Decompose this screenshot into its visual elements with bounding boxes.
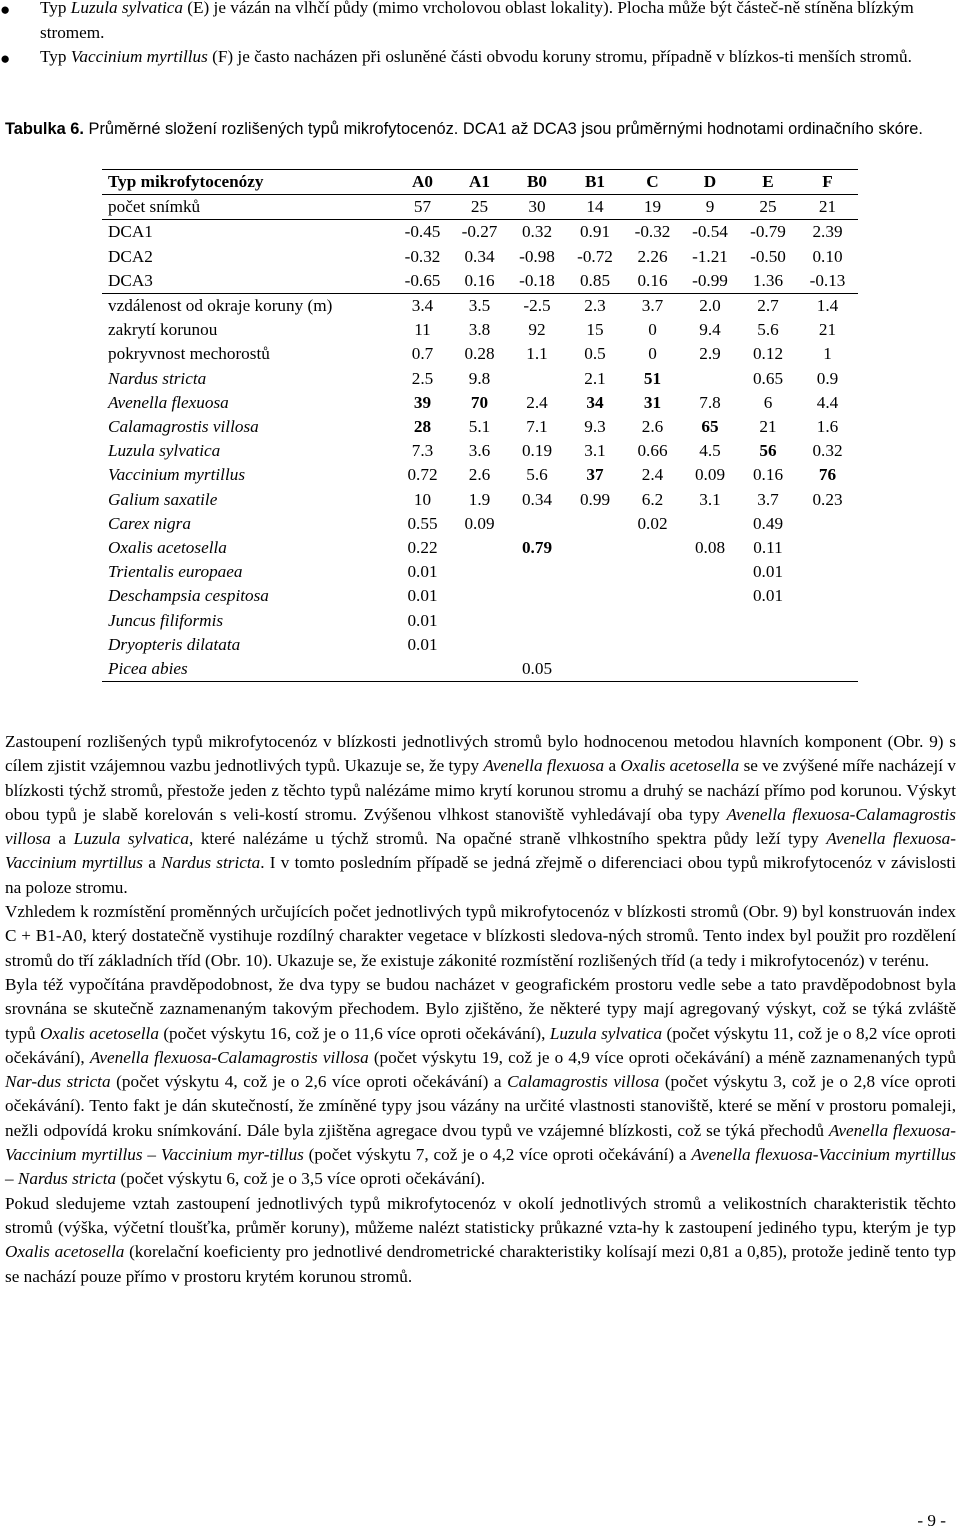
table-row (102, 633, 858, 657)
table-cell: 25 (739, 195, 797, 220)
text-run: Typ (40, 0, 71, 17)
row-label: vzdálenost od okraje koruny (m) (108, 296, 333, 316)
table-cell (797, 657, 858, 682)
table-cell: -0.50 (750, 246, 786, 266)
table-cell (739, 439, 797, 463)
bold-value: 65 (701, 417, 719, 437)
table-cell: 1.4 (816, 296, 839, 316)
bullet-icon: ● (0, 0, 11, 19)
table-cell: 0.09 (694, 465, 726, 485)
column-header: E (739, 170, 797, 195)
italic-term: Avenella flexuosa-Calamagrostis villosa (89, 1047, 369, 1067)
bold-value: 76 (818, 465, 837, 485)
column-header: Typ mikrofytocenózy (102, 170, 394, 195)
bold-value: 51 (643, 368, 662, 388)
table-row (102, 220, 858, 245)
table-cell: -0.13 (797, 269, 858, 294)
table-cell: 0.16 (451, 269, 508, 294)
bold-value: 31 (643, 392, 662, 412)
table-cell (681, 560, 739, 584)
table-row (102, 609, 858, 633)
paragraph (5, 1192, 956, 1289)
table-cell: 9.3 (584, 417, 606, 437)
table-cell: 11 (414, 320, 431, 340)
table-cell (681, 367, 739, 391)
italic-term: Avenella flexuosa-Vaccinium myrtillus – Vaccinium myr-tillus (5, 1120, 956, 1165)
table-cell: 0.01 (407, 634, 438, 654)
table-row (102, 512, 858, 536)
table-cell (624, 657, 681, 682)
table-cell: 3.4 (411, 296, 434, 316)
table-cell: 21 (797, 195, 858, 220)
table-cell (739, 633, 797, 657)
table-cell (624, 584, 681, 608)
table-cell (566, 633, 624, 657)
table-cell: -1.21 (692, 246, 728, 266)
table-cell: 0.7 (411, 344, 434, 364)
row-label: Calamagrostis villosa (108, 417, 259, 437)
italic-term: Avenella flexuosa-Vaccinium myrtillus – Nardus stricta (5, 1145, 956, 1189)
table-row (102, 195, 858, 220)
text-run: (počet výskytu 3, což je o 2,8 více oproti očekávání). Tento fakt je dán skutečností, že zmíněné typy jsou vázány na určité vlastnosti stanoviště, které se mění v prostoru pomaleji, nežli odpovídá kroku snímkování. Dále byla zjištěna agregace dvou typů ve vzájemné blízkosti, což se týká přechodů (5, 1072, 956, 1140)
table-row (102, 391, 858, 415)
table-cell (451, 633, 508, 657)
italic-term: Avenella flexuosa-Calamagrostis villosa (5, 804, 956, 849)
table-cell (797, 512, 858, 536)
table-cell (566, 536, 624, 560)
table-cell: 0.16 (624, 269, 681, 294)
table-cell: 0.85 (566, 269, 624, 294)
table-cell (681, 657, 739, 682)
table-row (102, 318, 858, 342)
table-cell (624, 609, 681, 633)
text-run: a (604, 756, 621, 776)
paragraph (5, 900, 956, 973)
italic-term: Avenella flexuosa (483, 756, 605, 776)
text-run: Zastoupení rozlišených typů mikrofytocenóz v blízkosti jednotlivých stromů bylo hodnocenou metodou hlavních komponent (Obr. 9) s cílem zjistit vzájemnou vazbu jednotlivých typů. Ukazuje se, že typy (5, 732, 956, 776)
italic-term: Avenella flexuosa-Vaccinium myrtillus (5, 829, 956, 873)
caption-label: Tabulka 6. (5, 120, 84, 138)
bullet-list (0, 0, 940, 70)
bullet-item (0, 45, 940, 70)
table-cell: 30 (508, 195, 566, 220)
table-cell: 2.3 (584, 296, 606, 316)
column-header: D (681, 170, 739, 195)
italic-term: Luzula sylvatica (70, 0, 183, 17)
table-cell: -0.27 (461, 222, 498, 242)
table-row (102, 294, 858, 319)
table-cell: 15 (586, 320, 604, 340)
table-cell: -0.32 (634, 222, 671, 242)
text-run: (počet výskytu 4, což je o 2,6 více oproti očekávání) a (110, 1072, 508, 1092)
table-cell (508, 512, 566, 536)
table-cell: -0.54 (692, 222, 728, 242)
table-cell: 0.5 (584, 344, 606, 364)
table-cell: 0.11 (753, 538, 783, 558)
table-cell: 0.49 (752, 513, 784, 533)
table-cell: 9 (681, 195, 739, 220)
table-cell: -0.98 (519, 246, 555, 266)
table-cell: 0 (648, 344, 657, 364)
table-cell: 0.32 (812, 441, 843, 461)
table-cell: 7.1 (526, 417, 548, 437)
table-cell (508, 609, 566, 633)
table-row (102, 415, 858, 439)
table-row (102, 584, 858, 608)
column-header: B1 (566, 170, 624, 195)
table-cell: 0.08 (694, 538, 726, 558)
table-row (102, 439, 858, 463)
table-cell: 0.65 (752, 368, 784, 388)
table-cell: 2.6 (641, 417, 664, 437)
bold-value: 28 (413, 417, 432, 437)
table-cell: 2.4 (526, 392, 548, 412)
column-header: A1 (451, 170, 508, 195)
table-cell: 3.8 (468, 320, 491, 340)
table-cell: 2.9 (699, 344, 721, 364)
row-label: Deschampsia cespitosa (108, 586, 269, 606)
row-label: Oxalis acetosella (108, 538, 227, 558)
text-run: (korelační koeficienty pro jednotlivé dendrometrické charakteristiky kolísají mezi 0,81 a 0,85), protože jedině tento typ se nachází pouze přímo v prostoru krytém korunou stromů. (5, 1242, 956, 1286)
bold-value: 0.79 (521, 538, 553, 558)
table-row (102, 463, 858, 487)
table-cell: 9.4 (699, 320, 721, 340)
table-cell: 21 (818, 320, 837, 340)
table-cell: 19 (624, 195, 681, 220)
italic-term: Luzula sylvatica (73, 829, 189, 849)
bullet-item (0, 0, 940, 45)
table-cell: 1 (823, 344, 832, 364)
table-cell (797, 633, 858, 657)
bold-value: 34 (586, 392, 604, 412)
table-cell: 0.01 (752, 562, 784, 582)
row-label: pokryvnost mechorostů (108, 344, 270, 364)
table-cell (394, 657, 451, 682)
table-cell: 2.26 (637, 246, 668, 266)
table-row (102, 657, 858, 682)
table-cell: -2.5 (523, 296, 551, 316)
table-cell: 6.2 (641, 489, 664, 509)
table-cell: 6 (763, 392, 773, 412)
table-cell (797, 584, 858, 608)
italic-term: Nardus stricta (161, 853, 261, 873)
table-cell: 0.12 (752, 344, 784, 364)
table-cell: -0.18 (508, 269, 566, 294)
table-cell: 1.9 (468, 489, 491, 509)
text-run: Vzhledem k rozmístění proměnných určujících počet jednotlivých typů mikrofytocenóz v blízkosti stromů (Obr. 9) byl konstruován index C + B1-A0, který dostatečně vystihuje rozdílný charakter vegetace v blízkosti sledova-ných stromů. Tento index byl použit pro rozdělení stromů do tří základních tříd (Obr. 10). Ukazuje se, že existuje zákonité rozmístění rozlišených tříd (a tedy i mikrofytocenóz) v terénu. (5, 902, 956, 970)
table-cell: 92 (528, 320, 546, 340)
table-cell (451, 584, 508, 608)
row-label: Carex nigra (108, 513, 191, 533)
table-cell: 3.5 (468, 296, 491, 316)
table-cell (566, 391, 624, 415)
table-cell: 2.7 (757, 296, 779, 316)
table-cell (681, 609, 739, 633)
text-run: Byla též vypočítána pravděpodobnost, že dva typy se budou nacházet v geografickém prostoru vedle sebe a tato pravděpodobnost byla srovnána se skutečně zaznamenaným takovým přechodem. Bylo zjištěno, že některé typy mají agregovaný výskyt, což se týká zvláště typů (5, 974, 956, 1043)
column-header: C (624, 170, 681, 195)
table-cell (624, 633, 681, 657)
table-cell (681, 584, 739, 608)
table-cell (624, 391, 681, 415)
text-run: (počet výskytu 16, což je o 11,6 více oproti očekávání), (158, 1023, 550, 1043)
table-cell (451, 536, 508, 560)
row-label: Trientalis europaea (108, 562, 243, 582)
table-cell (797, 536, 858, 560)
table-cell (451, 657, 508, 682)
table-cell: -0.72 (577, 246, 613, 266)
table-cell: 4.5 (699, 441, 721, 461)
table-cell (681, 415, 739, 439)
table-cell: 0.34 (521, 489, 553, 509)
row-label: Vaccinium myrtillus (108, 465, 246, 485)
row-label: Nardus stricta (108, 368, 207, 388)
row-label: Luzula sylvatica (108, 441, 221, 461)
table-cell: 2.0 (699, 296, 721, 316)
table-cell (797, 560, 858, 584)
table-cell (508, 536, 566, 560)
table-row (102, 269, 858, 294)
table-row (102, 367, 858, 391)
table-cell: 0.01 (407, 610, 438, 630)
table-cell (508, 584, 566, 608)
table-cell: 14 (566, 195, 624, 220)
table-cell: 5.1 (468, 417, 491, 437)
body-text (5, 730, 956, 1289)
text-run: (počet výskytu 11, což je o 8,2 více oproti očekávání), (5, 1023, 956, 1067)
row-label: počet snímků (102, 195, 394, 220)
table-cell: 0 (648, 320, 657, 340)
table-cell: 0.23 (812, 489, 843, 509)
table-cell (566, 560, 624, 584)
italic-term: Calamagrostis villosa (507, 1072, 660, 1092)
table-cell: 1.1 (526, 344, 548, 364)
table-row (102, 488, 858, 512)
text-run: (počet výskytu 6, což je o 3,5 více oproti očekávání). (116, 1169, 486, 1189)
table-cell: 0.05 (508, 657, 566, 682)
table-cell: 4.4 (816, 392, 839, 412)
table-cell: -0.79 (750, 222, 786, 242)
table-cell: 0.19 (521, 441, 553, 461)
text-run: a (50, 829, 74, 849)
bold-value: 56 (759, 441, 777, 461)
table-cell (508, 560, 566, 584)
page-number: - 9 - (917, 1511, 946, 1530)
italic-term: Oxalis acetosella (620, 756, 740, 776)
table-cell: 0.32 (521, 222, 553, 242)
column-header: A0 (394, 170, 451, 195)
table-cell: 0.28 (464, 344, 495, 364)
italic-term: Nar-dus stricta (5, 1072, 111, 1092)
table-cell: 7.8 (699, 392, 721, 412)
table-cell: 1.6 (816, 417, 839, 437)
table-cell: 0.16 (752, 465, 784, 485)
table-cell: 2.4 (641, 465, 664, 485)
row-label: Avenella flexuosa (108, 392, 229, 412)
table-cell (624, 536, 681, 560)
table-cell (566, 512, 624, 536)
table-cell: 2.5 (411, 368, 434, 388)
table-cell: 3.7 (641, 296, 664, 316)
table-cell: 7.3 (411, 441, 434, 461)
text-run: . I v tomto posledním případě se jedná zřejmě o diferenciaci obou typů mikrofytocenóz v závislosti na poloze stromu. (5, 853, 956, 897)
row-label: Picea abies (102, 657, 394, 682)
table-cell: 3.1 (584, 441, 606, 461)
column-header: F (797, 170, 858, 195)
table-cell (451, 560, 508, 584)
table-cell: 10 (413, 489, 432, 509)
table-cell: 0.9 (816, 368, 839, 388)
table-cell: 2.6 (468, 465, 491, 485)
table-cell (566, 463, 624, 487)
table-cell: -0.99 (681, 269, 739, 294)
table-cell (739, 657, 797, 682)
row-label: DCA2 (108, 246, 153, 266)
table-cell (394, 415, 451, 439)
italic-term: Oxalis acetosella (5, 1242, 125, 1262)
bullet-icon: ● (0, 49, 11, 68)
table-cell (566, 657, 624, 682)
table-cell: 0.99 (579, 489, 611, 509)
table-cell (508, 633, 566, 657)
text-run: , které nalézáme u týchž stromů. Na opačné straně vlhkostního spektra půdy leží typy (189, 829, 827, 849)
table-cell (681, 512, 739, 536)
table-cell: 0.01 (407, 586, 438, 606)
table-row (102, 245, 858, 269)
table-cell (394, 391, 451, 415)
row-label: Galium saxatile (108, 489, 218, 509)
microphytocenosis-table (102, 169, 858, 682)
table-cell: 3.7 (757, 489, 779, 509)
table-cell (451, 609, 508, 633)
table-cell: 0.01 (752, 586, 784, 606)
table-cell (681, 633, 739, 657)
table-cell (797, 463, 858, 487)
table-cell (624, 367, 681, 391)
table-cell: 1.36 (739, 269, 797, 294)
table-cell: 0.66 (637, 441, 668, 461)
table-row (102, 560, 858, 584)
caption-text: Průměrné složení rozlišených typů mikrofytocenóz. DCA1 až DCA3 jsou průměrnými hodnotami ordinačního skóre. (83, 120, 923, 138)
text-run: se ve zvýšené míře nacházejí v blízkosti týchž stromů, přestože jeden z těchto typů nalézáme mimo krytí korunou stromu a druhý se nachází přímo pod korunou. Výskyt obou typů je slabě korelován s veli-kostí stromu. Zvýšenou vlhkost stanoviště vyhledávají oba typy (5, 756, 956, 824)
table-cell: 21 (759, 417, 777, 437)
table-row (102, 342, 858, 366)
italic-term: Vaccinium myrtillus (70, 47, 208, 66)
table-cell: 0.34 (464, 246, 495, 266)
table-caption (5, 117, 955, 141)
table-cell (566, 584, 624, 608)
table-cell: 5.6 (757, 320, 779, 340)
text-run: Pokud sledujeme vztah zastoupení jednotlivých typů mikrofytocenóz v okolí jednotlivých stromů a velikostních charakteristik těchto stromů (výška, výčetní tloušťka, průměr koruny), můžeme nalézt statisticky průkazné vzta-hy k zastoupení jediného typu, kterým je typ (5, 1193, 956, 1237)
table-cell: 2.1 (584, 368, 606, 388)
table-cell: 5.6 (526, 465, 548, 485)
table-cell: -0.32 (404, 246, 441, 266)
table-cell: 57 (394, 195, 451, 220)
table-cell: 3.6 (468, 441, 491, 461)
row-label: zakrytí korunou (108, 320, 218, 340)
table-cell: 0.22 (407, 538, 438, 558)
row-label: Juncus filiformis (108, 610, 224, 630)
table-cell: 25 (451, 195, 508, 220)
column-header: B0 (508, 170, 566, 195)
table-cell (566, 609, 624, 633)
text-run: (počet výskytu 19, což je o 4,9 více oproti očekávání) a méně zaznamenaných typů (368, 1047, 956, 1067)
table-cell: -0.45 (404, 222, 441, 242)
table-header-row (102, 170, 858, 195)
table-cell (624, 560, 681, 584)
text-run: a (142, 853, 162, 873)
table-cell: 0.10 (812, 246, 843, 266)
table-cell: 0.02 (637, 513, 668, 533)
table-cell (508, 367, 566, 391)
bold-value: 37 (586, 465, 604, 485)
bold-value: 70 (470, 392, 489, 412)
table-cell: 0.01 (407, 562, 438, 582)
italic-term: Luzula sylvatica (549, 1023, 663, 1043)
table-cell (797, 609, 858, 633)
table-cell: 0.55 (407, 513, 438, 533)
table-cell (739, 609, 797, 633)
table-cell: 0.72 (407, 465, 438, 485)
table-cell: 0.09 (464, 513, 495, 533)
table-cell: -0.65 (394, 269, 451, 294)
paragraph (5, 973, 956, 1192)
table-cell: 2.39 (812, 222, 843, 242)
row-label: Dryopteris dilatata (108, 634, 241, 654)
table-cell: 9.8 (468, 368, 491, 388)
text-run: (E) je vázán na vlhčí půdy (mimo vrcholovou oblast lokality). Plocha může být částeč-ně stíněna blízkým stromem. (40, 0, 914, 42)
text-run: (F) je často nacházen při osluněné části obvodu koruny stromu, případně v blízkos-ti menších stromů. (207, 47, 912, 66)
row-label: DCA3 (102, 269, 394, 294)
text-run: Typ (40, 47, 71, 66)
bold-value: 39 (413, 392, 432, 412)
paragraph (5, 730, 956, 900)
table-cell: 3.1 (699, 489, 721, 509)
table-cell (451, 391, 508, 415)
table-cell: 0.91 (579, 222, 611, 242)
table-row (102, 536, 858, 560)
row-label: DCA1 (108, 222, 153, 242)
text-run: (počet výskytu 7, což je o 4,2 více oproti očekávání) a (303, 1145, 692, 1165)
italic-term: Oxalis acetosella (39, 1023, 159, 1043)
